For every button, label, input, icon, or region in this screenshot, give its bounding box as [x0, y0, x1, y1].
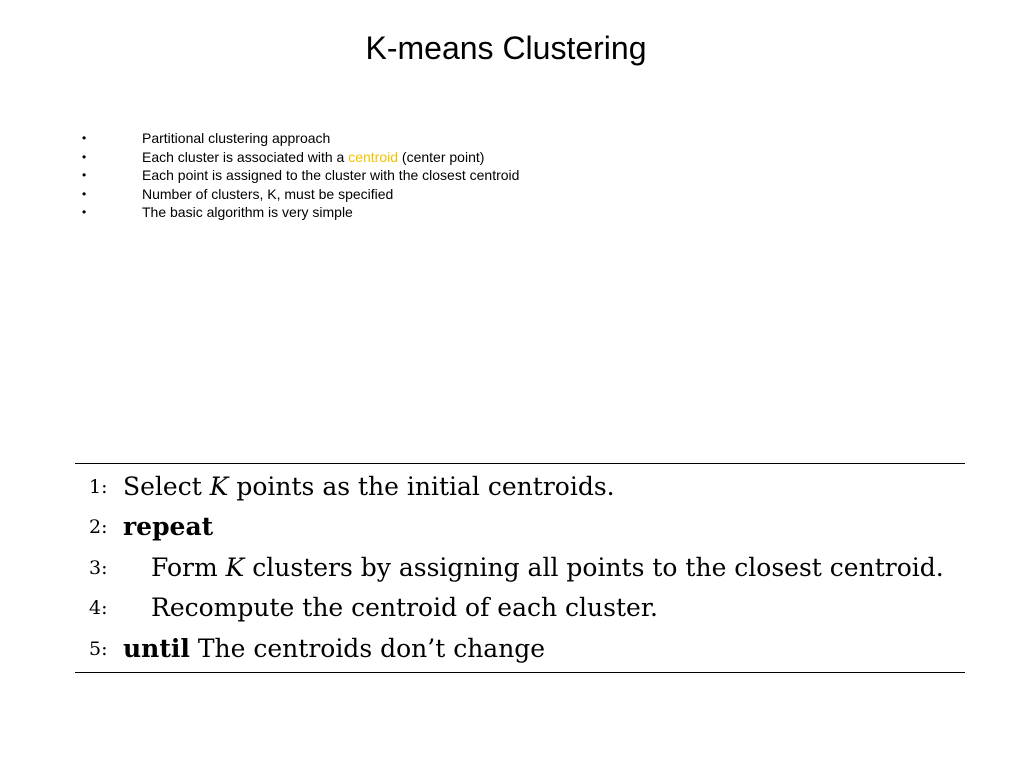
- bullet-text-post: (center point): [398, 148, 485, 165]
- algorithm-box: [75, 463, 965, 673]
- slide-title: K-means Clustering: [365, 30, 647, 66]
- line-number: 4:: [89, 597, 108, 619]
- keyword-repeat: repeat: [123, 512, 214, 541]
- bullet-text: [142, 148, 484, 167]
- bullet-marker: •: [82, 149, 87, 164]
- bullet-text: Partitional clustering approach: [142, 130, 331, 146]
- line-text: Recompute the centroid of each cluster.: [151, 593, 658, 622]
- line-text: [123, 629, 545, 669]
- bullet-marker: •: [82, 131, 87, 145]
- bullet-text: Each point is assigned to the cluster with the closest centroid: [142, 167, 520, 184]
- line-text-post: clusters by assigning all points to the closest centroid.: [244, 553, 944, 582]
- bullet-text: Number of clusters, K, must be specified: [142, 185, 394, 202]
- bullet-text: The basic algorithm is very simple: [142, 204, 353, 221]
- line-number: 5:: [89, 638, 108, 660]
- line-text: [123, 467, 615, 507]
- line-number: 2:: [89, 516, 108, 538]
- bullet-marker: •: [82, 168, 87, 183]
- bullet-text-pre: Each cluster is associated with a: [142, 148, 349, 165]
- keyword-until: until: [123, 634, 190, 663]
- line-number: 1:: [89, 476, 108, 498]
- bullet-marker: •: [82, 186, 87, 201]
- math-k: K: [225, 553, 245, 582]
- math-k: K: [209, 472, 229, 501]
- line-text: [151, 548, 944, 588]
- line-text-pre: Form: [151, 553, 226, 582]
- line-text-pre: Select: [123, 472, 210, 501]
- line-text-post: The centroids don’t change: [189, 634, 546, 663]
- centroid-highlight: centroid: [348, 148, 399, 165]
- line-number: 3:: [89, 557, 108, 579]
- bullet-marker: •: [82, 205, 87, 220]
- line-text-post: points as the initial centroids.: [228, 472, 615, 501]
